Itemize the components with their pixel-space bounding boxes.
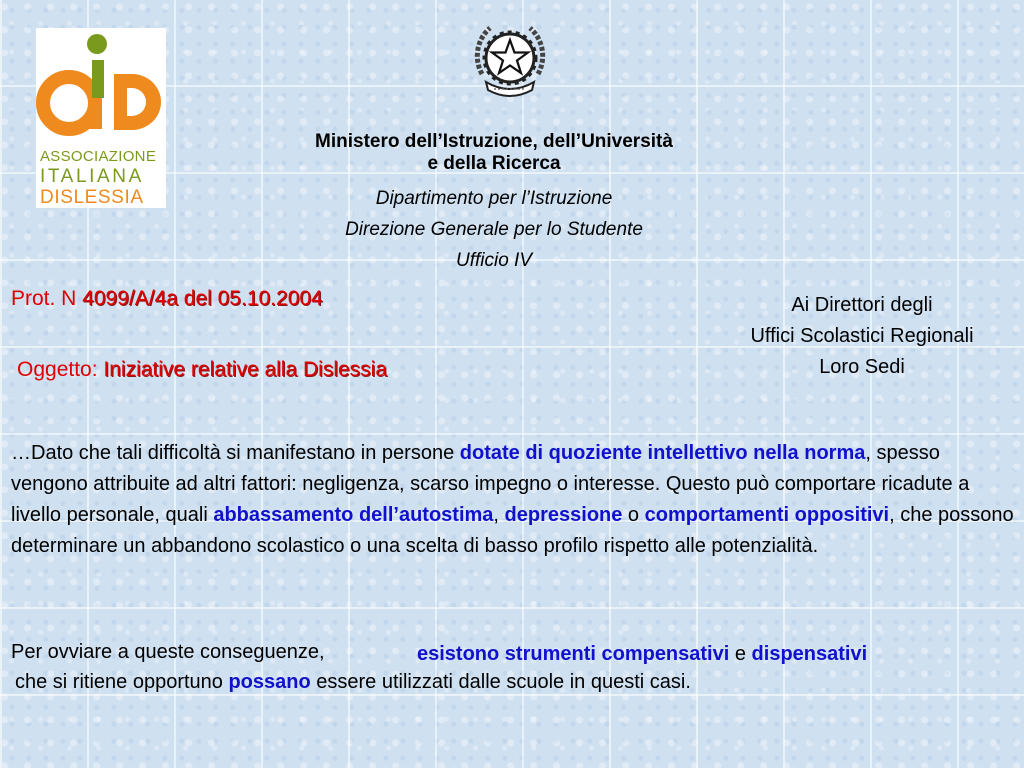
- paragraph-text: ,: [493, 504, 505, 526]
- highlight-text: dotate di quoziente intellettivo nella norma: [459, 442, 866, 464]
- aid-logo: [36, 28, 166, 208]
- recipient-line: Ai Direttori degli: [791, 294, 933, 316]
- paragraph-text: …Dato che tali difficoltà si manifestano in persone: [11, 442, 460, 464]
- ministry-name-line1: Ministero dell’Istruzione, dell’Università: [315, 131, 673, 152]
- protocol-line: [11, 287, 323, 311]
- highlight-text: esistono strumenti compensativi: [417, 643, 730, 665]
- logo-line-italiana: ITALIANA: [40, 166, 144, 187]
- body-paragraph-1: [11, 438, 1015, 562]
- paragraph-text: essere utilizzati dalle scuole in questi casi.: [310, 671, 691, 693]
- protocol-label: Prot. N: [11, 287, 83, 310]
- body-paragraph-2-start: Per ovviare a queste conseguenze,: [11, 641, 325, 663]
- emblem: [468, 16, 552, 100]
- italian-republic-emblem-icon: [468, 16, 552, 100]
- recipient-line: Loro Sedi: [819, 356, 905, 378]
- office: Ufficio IV: [455, 250, 533, 271]
- ministry-header: [244, 131, 744, 276]
- body-paragraph-2-highlight: [417, 643, 867, 666]
- aid-logo-mark-icon: [36, 28, 166, 148]
- subject-label: Oggetto:: [17, 358, 104, 381]
- recipient-line: Uffici Scolastici Regionali: [750, 325, 974, 347]
- highlight-text: dispensativi: [751, 643, 868, 665]
- recipients-block: [712, 290, 1012, 383]
- ministry-name-line2: e della Ricerca: [427, 153, 561, 174]
- department: Dipartimento per l’Istruzione: [375, 188, 613, 209]
- logo-line-dislessia: DISLESSIA: [40, 187, 144, 208]
- paragraph-text: che si ritiene opportuno: [15, 671, 229, 693]
- subject-line: [17, 358, 387, 382]
- paragraph-text: o: [622, 504, 645, 526]
- highlight-text: possano: [228, 671, 311, 693]
- highlight-text: depressione: [504, 504, 623, 526]
- logo-line-associazione: ASSOCIAZIONE: [40, 148, 157, 165]
- protocol-number: 4099/A/4a del 05.10.2004: [82, 287, 323, 310]
- highlight-text: abbassamento dell’autostima: [213, 504, 494, 526]
- paragraph-text: , spesso vengono attribuite ad altri fattori: negligenza, scarso impegno o interesse. Questo può comportare ricadute a livello personale, quali: [11, 442, 970, 526]
- highlight-text: comportamenti oppositivi: [644, 504, 890, 526]
- body-paragraph-2-end: [15, 671, 691, 694]
- paragraph-text: , che possono determinare un abbandono scolastico o una scelta di basso profilo rispetto alle potenzialità.: [11, 504, 1014, 557]
- paragraph-text: e: [729, 643, 752, 665]
- subject-text: Iniziative relative alla Dislessia: [103, 358, 388, 381]
- direction: Direzione Generale per lo Studente: [345, 219, 643, 240]
